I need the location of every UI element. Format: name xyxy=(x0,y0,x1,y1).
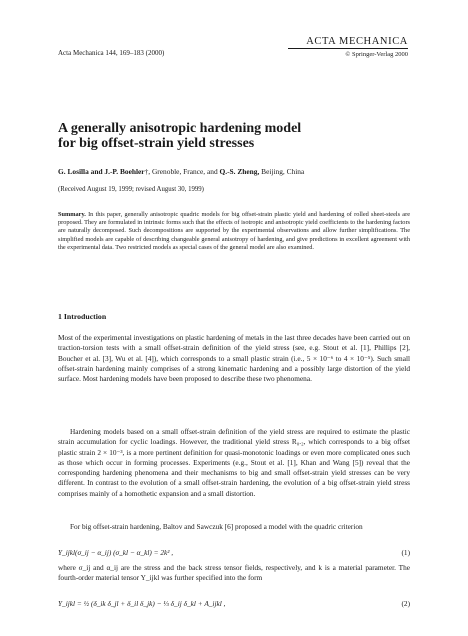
author-group-2: Q.-S. Zheng, xyxy=(219,167,260,176)
journal-masthead xyxy=(288,36,408,58)
paragraph-4: where σ_ij and α_ij are the stress and the back stress tensor fields, respectively, and k is a material parameter. The fourth-order material tensor Y_ijkl was further specified into the form xyxy=(58,563,410,583)
summary-abstract xyxy=(58,211,410,252)
paragraph-2: Hardening models based on a small offset-strain definition of the yield stress are required to estimate the plastic strain accumulation for cyclic loadings. However, the traditional yield stress R₀.₂, which corresponds to a big offset plastic strain 2 × 10⁻³, is a more pertinent definition for quasi-monotonic loadings or even more complicated ones such as those which occur in forming processes. Experiments (e.g., Stout et al. [1], Khan and Wang [5]) reveal that the corresponding hardening phenomena and their mechanisms to big and small offset-strain yield stresses can be very different. In contrast to the evolution of a small offset-strain hardening, the evolution of a big offset-strain yield stress comprises mainly of a homothetic expansion and a small distortion. xyxy=(58,427,410,498)
received-dates: (Received August 19, 1999; revised August 30, 1999) xyxy=(58,186,204,193)
author-affiliation-2: Beijing, China xyxy=(259,167,305,176)
equation-1 xyxy=(58,548,410,557)
equation-1-body: Y_ijkl(σ_ij − α_ij) (σ_kl − α_kl) = 2k² , xyxy=(58,548,174,557)
paragraph-3: For big offset-strain hardening, Baltov and Sawczuk [6] proposed a model with the quadric criterion xyxy=(70,522,363,531)
author-group-1: G. Losilla and J.-P. Boehler xyxy=(58,167,145,176)
summary-text: In this paper, generally anisotropic quadric models for big offset-strain plastic yield and hardening of rolled sheet-steels are proposed. They are formulated in intrinsic forms such that the effects of isotropic and anisotropic yield coefficients to the hardening factors are naturally decomposed. Such decompositions are supported by the experimental observations and allow further simplifications. The simplified models are capable of describing changeable general anisotropy of hardening, and give predictions in excellent agreement with the experimental data. Two restricted models as special cases of the general model are also examined. xyxy=(58,211,410,251)
author-line xyxy=(58,167,418,176)
section-heading: 1 Introduction xyxy=(58,312,107,321)
equation-1-number: (1) xyxy=(401,548,410,557)
summary-label: Summary. xyxy=(58,211,86,218)
equation-2-body: Y_ijkl = ½ (δ_ik δ_jl + δ_il δ_jk) − ⅓ δ_ij δ_kl + A_ijkl , xyxy=(58,599,226,608)
journal-name: ACTA MECHANICA xyxy=(306,36,408,47)
article-title xyxy=(58,121,418,151)
publisher-line: © Springer-Verlag 2000 xyxy=(345,51,408,58)
paragraph-1: Most of the experimental investigations on plastic hardening of metals in the last three decades have been carried out on traction-torsion tests with a small offset-strain definition of the yield stress (see, e.g. Stout et al. [1], Phillips [2], Boucher et al. [3], Wu et al. [4]), which corresponds to a small plastic strain (i.e., 5 × 10⁻⁶ to 4 × 10⁻⁵). Such small offset-strain hardening mainly comprises of a strong kinematic hardening and a possibly large distortion of the yield surface. Most hardening models have been proposed to describe these two phenomena. xyxy=(58,333,410,384)
equation-2-number: (2) xyxy=(401,599,410,608)
journal-citation: Acta Mechanica 144, 169–183 (2000) xyxy=(58,49,165,57)
title-line-1: A generally anisotropic hardening model xyxy=(58,121,302,136)
author-affiliation-1: †, Grenoble, France, and xyxy=(144,167,220,176)
equation-2 xyxy=(58,599,410,608)
masthead-rule xyxy=(288,48,408,49)
title-line-2: for big offset-strain yield stresses xyxy=(58,136,255,151)
